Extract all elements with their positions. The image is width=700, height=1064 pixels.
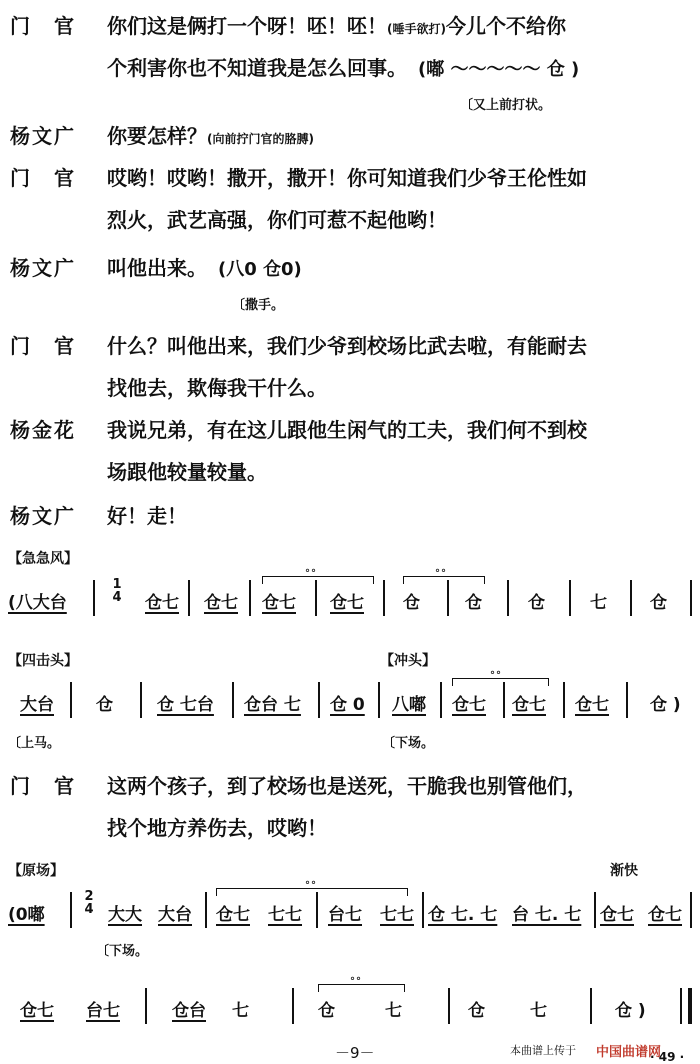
- dialogue-line: 烈火，武艺高强，你们可惹不起他哟！: [107, 208, 447, 232]
- stage-direction: 〔上马。: [8, 736, 61, 751]
- score-label-chongtou: 【冲头】: [380, 653, 436, 669]
- dialogue-line: 哎哟！哎哟！撒开，撒开！你可知道我们少爷王伦性如: [107, 166, 587, 190]
- stage-direction: 〔下场。: [382, 736, 435, 751]
- stage-aside: (向前拧门官的胳膊): [207, 132, 314, 146]
- bar-line: [70, 682, 72, 718]
- bar-line: [569, 580, 571, 616]
- bar-line: [292, 988, 294, 1024]
- dialogue-line: 好！走！: [107, 504, 187, 528]
- stage-direction: 〔又上前打状。: [460, 98, 552, 113]
- speaker-menguan-1: 门 官: [10, 14, 76, 38]
- score-note: 仓: [465, 593, 482, 613]
- speaker-yangwenguang-3: 杨文广: [10, 504, 76, 528]
- score-label-yuanchang: 【原场】: [8, 863, 64, 879]
- dialogue-line: 你要怎样？(向前拧门官的胳膊): [107, 124, 314, 148]
- tie-dots: °°: [435, 568, 447, 579]
- score-note: 仓七: [145, 593, 179, 613]
- bar-line: [145, 988, 147, 1024]
- bar-line: [594, 892, 596, 928]
- bar-line: [690, 580, 692, 616]
- tie-dots: °°: [350, 976, 362, 987]
- score-note: 仓: [650, 593, 667, 613]
- stage-direction: 〔撒手。: [232, 298, 285, 313]
- score-note: 仓七: [204, 593, 238, 613]
- dialogue-line: 个利害你也不知道我是怎么回事。 (嘟 ～～～～～ 仓 ): [107, 56, 580, 80]
- corner-page: · 49 ·: [650, 1050, 685, 1064]
- score-note: 仓 七. 七: [428, 905, 498, 925]
- score-note: 仓 七台: [157, 695, 214, 715]
- speaker-yangwenguang-1: 杨文广: [10, 124, 76, 148]
- bar-line: [318, 682, 320, 718]
- speaker-menguan-3: 门 官: [10, 334, 76, 358]
- bar-line: [378, 682, 380, 718]
- score-note: 仓七: [262, 593, 296, 613]
- dialogue-line: 找个地方养伤去，哎哟！: [107, 816, 327, 840]
- score-note: (0嘟: [8, 905, 45, 925]
- speaker-menguan-2: 门 官: [10, 166, 76, 190]
- speaker-menguan-4: 门 官: [10, 774, 76, 798]
- bar-line: [680, 988, 682, 1024]
- bar-line: [440, 682, 442, 718]
- score-note: 七: [590, 593, 607, 613]
- dialogue-line: 叫他出来。 (八0 仓0): [107, 256, 302, 280]
- score-note: 仓: [528, 593, 545, 613]
- score-note: 仓七: [20, 1001, 54, 1021]
- score-note: 仓七: [575, 695, 609, 715]
- bar-line: [93, 580, 95, 616]
- bar-line: [70, 892, 72, 928]
- bar-line: [690, 892, 692, 928]
- score-note: 仓 0: [330, 695, 365, 715]
- upload-note: 本曲谱上传于: [510, 1044, 576, 1057]
- score-label-sijitou: 【四击头】: [8, 653, 78, 669]
- score-note: 仓七: [512, 695, 546, 715]
- inline-score: (嘟 ～～～～～ 仓 ): [417, 59, 580, 80]
- time-signature: 2 4: [84, 889, 94, 917]
- dialogue-line: 这两个孩子，到了校场也是送死，干脆我也别管他们，: [107, 774, 587, 798]
- score-note: 仓: [403, 593, 420, 613]
- score-sijitou-chongtou: [0, 670, 700, 720]
- bar-line: [315, 580, 317, 616]
- score-note: 台七: [328, 905, 362, 925]
- score-note: 八嘟: [392, 695, 426, 715]
- stage-aside: (唾手欲打): [387, 22, 446, 36]
- bar-line: [316, 892, 318, 928]
- score-note: 大台: [20, 695, 54, 715]
- final-bar-line: [688, 988, 692, 1024]
- score-jijifeng: [0, 568, 700, 618]
- tempo-mark: 渐快: [610, 863, 638, 879]
- score-final: [0, 976, 700, 1026]
- tie-dots: °°: [490, 670, 502, 681]
- bar-line: [590, 988, 592, 1024]
- speaker-yangjinhua: 杨金花: [10, 418, 76, 442]
- score-note: 七: [385, 1001, 402, 1021]
- bar-line: [140, 682, 142, 718]
- score-note: (八大台: [8, 593, 67, 613]
- bar-line: [383, 580, 385, 616]
- page-number: －9－: [335, 1044, 375, 1062]
- score-note: 仓 ): [650, 695, 681, 715]
- dialogue-line: 场跟他较量较量。: [107, 460, 267, 484]
- score-yuanchang: [0, 880, 700, 930]
- score-note: 七七: [268, 905, 302, 925]
- score-note: 仓 ): [615, 1001, 646, 1021]
- dialogue-line: 找他去，欺侮我干什么。: [107, 376, 327, 400]
- dialogue-line: 我说兄弟，有在这儿跟他生闲气的工夫，我们何不到校: [107, 418, 587, 442]
- score-note: 大大: [108, 905, 142, 925]
- score-note: 台七: [86, 1001, 120, 1021]
- speaker-yangwenguang-2: 杨文广: [10, 256, 76, 280]
- bar-line: [205, 892, 207, 928]
- bar-line: [422, 892, 424, 928]
- dialogue-line: 什么？叫他出来，我们少爷到校场比武去啦，有能耐去: [107, 334, 587, 358]
- bar-line: [188, 580, 190, 616]
- tie-mark: [262, 576, 374, 584]
- bar-line: [563, 682, 565, 718]
- stage-direction: 〔下场。: [96, 944, 149, 959]
- tie-dots: °°: [305, 568, 317, 579]
- score-note: 仓台 七: [244, 695, 301, 715]
- score-note: 仓台: [172, 1001, 206, 1021]
- score-note: 七七: [380, 905, 414, 925]
- score-note: 七: [232, 1001, 249, 1021]
- bar-line: [626, 682, 628, 718]
- score-note: 仓: [468, 1001, 485, 1021]
- score-note: 仓七: [216, 905, 250, 925]
- score-note: 仓七: [648, 905, 682, 925]
- bar-line: [448, 988, 450, 1024]
- bar-line: [507, 580, 509, 616]
- bar-line: [447, 580, 449, 616]
- score-label-jijifeng: 【急急风】: [8, 551, 78, 567]
- bar-line: [232, 682, 234, 718]
- dialogue-line: 你们这是俩打一个呀！呸！呸！(唾手欲打)今儿个不给你: [107, 14, 566, 38]
- score-note: 台 七. 七: [512, 905, 582, 925]
- site-logo: 中国曲谱网: [596, 1045, 662, 1060]
- score-note: 仓: [96, 695, 113, 715]
- inline-score: (八0 仓0): [217, 259, 302, 280]
- score-note: 七: [530, 1001, 547, 1021]
- time-signature: 1 4: [112, 577, 122, 605]
- score-note: 大台: [158, 905, 192, 925]
- score-note: 仓七: [452, 695, 486, 715]
- score-note: 仓: [318, 1001, 335, 1021]
- bar-line: [630, 580, 632, 616]
- bar-line: [503, 682, 505, 718]
- bar-line: [249, 580, 251, 616]
- score-note: 仓七: [330, 593, 364, 613]
- score-note: 仓七: [600, 905, 634, 925]
- tie-dots: °°: [305, 880, 317, 891]
